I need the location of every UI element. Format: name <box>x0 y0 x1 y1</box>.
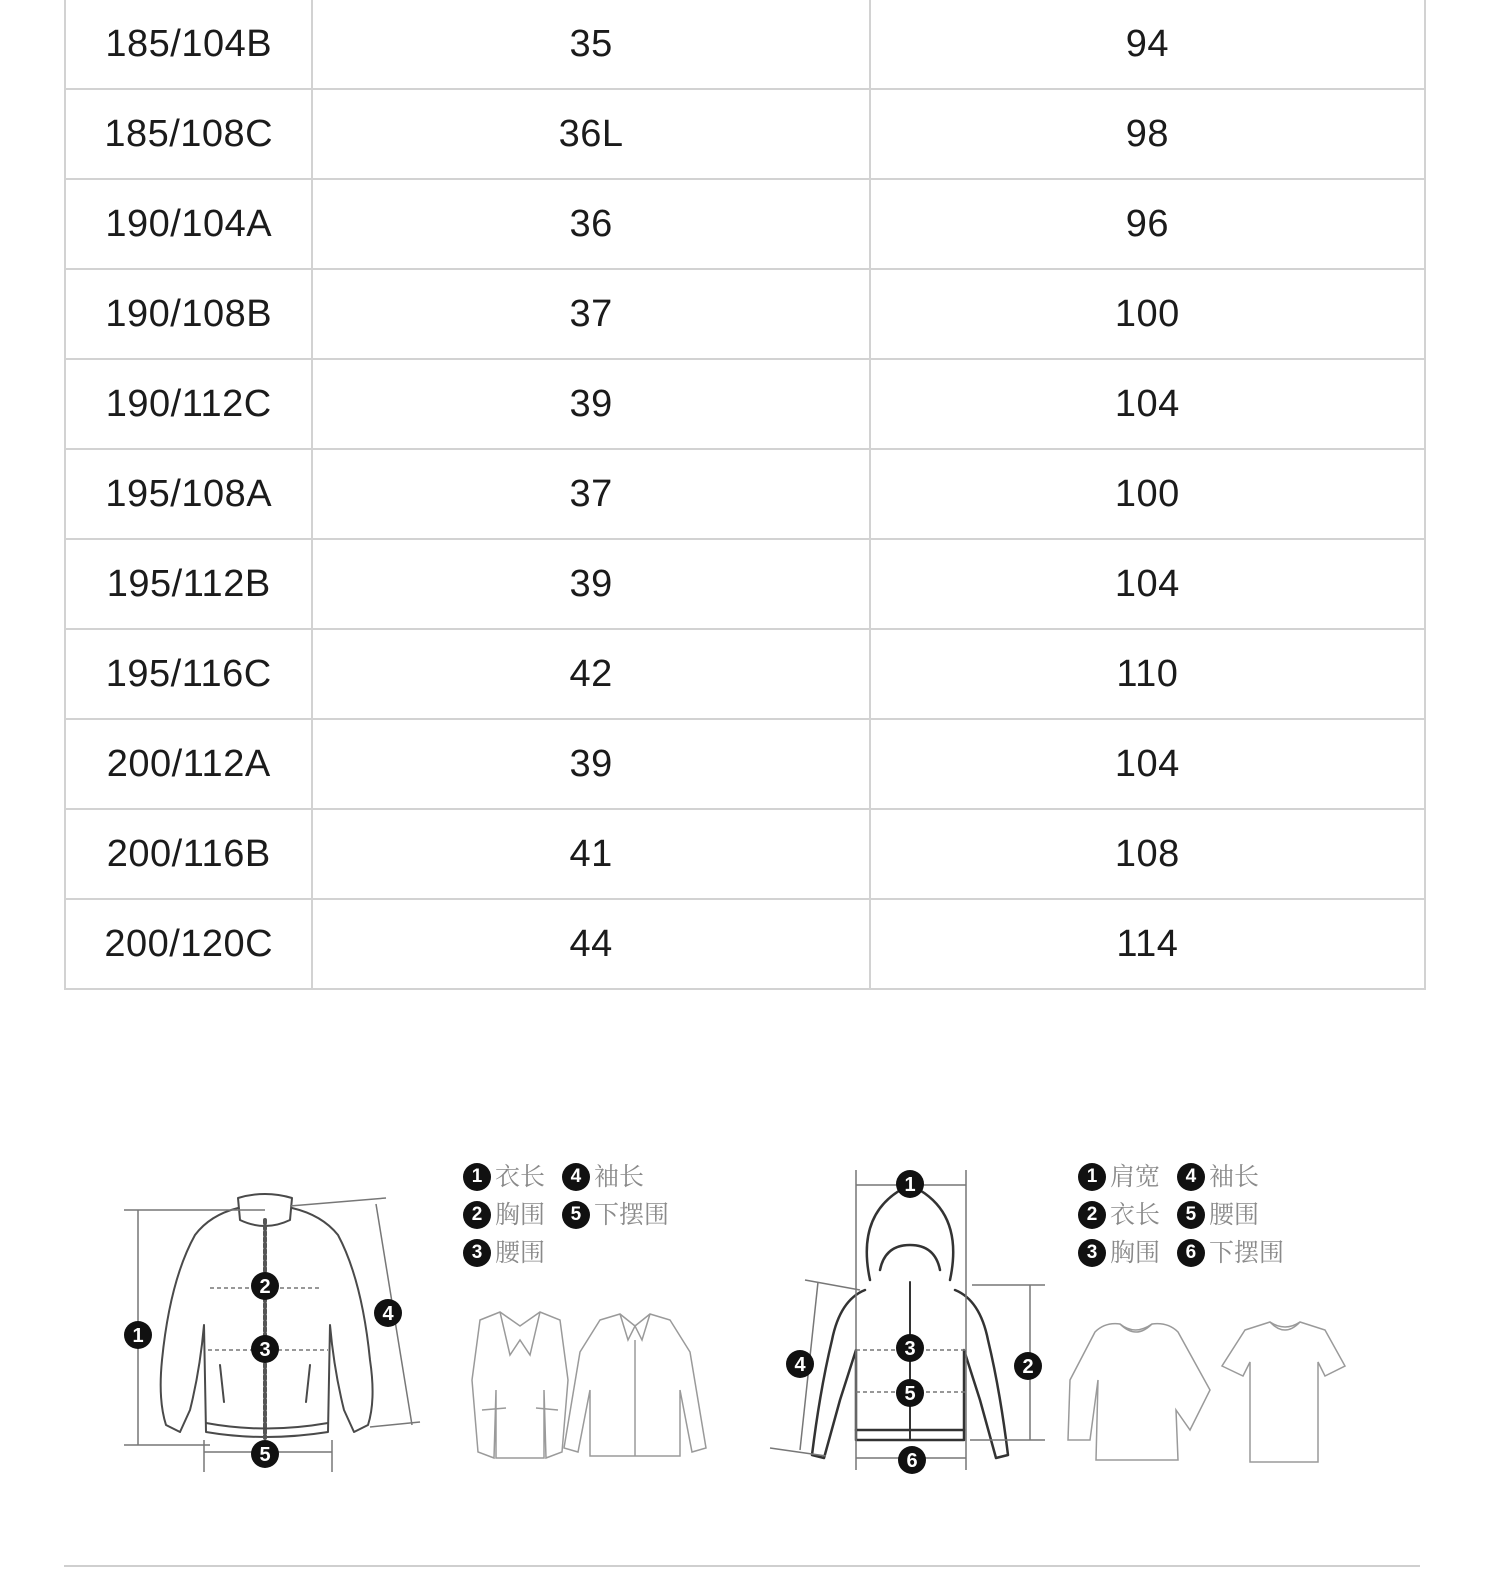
svg-text:1: 1 <box>132 1325 144 1347</box>
table-cell: 104 <box>870 719 1425 809</box>
legend-left <box>463 1155 703 1269</box>
marker-3-icon <box>896 1334 924 1362</box>
number-badge-icon: 6 <box>1177 1239 1205 1267</box>
table-cell: 42 <box>312 629 869 719</box>
marker-4-icon <box>374 1299 402 1327</box>
table-cell: 104 <box>870 539 1425 629</box>
legend-row <box>463 1155 703 1193</box>
table-cell: 37 <box>312 269 869 359</box>
table-cell-size: 195/116C <box>65 629 312 719</box>
table-cell: 100 <box>870 269 1425 359</box>
table-row <box>65 539 1425 629</box>
table-cell: 96 <box>870 179 1425 269</box>
legend-row <box>1078 1193 1318 1231</box>
legend-label: 袖长 <box>1208 1163 1259 1191</box>
size-table <box>64 0 1426 990</box>
legend-label: 肩宽 <box>1110 1163 1161 1191</box>
number-badge-icon: 2 <box>1078 1201 1106 1229</box>
table-cell-size: 190/104A <box>65 179 312 269</box>
svg-text:3: 3 <box>259 1339 271 1361</box>
legend-item <box>1177 1196 1259 1234</box>
shirt-icon <box>564 1314 706 1456</box>
table-row <box>65 809 1425 899</box>
table-row <box>65 0 1425 89</box>
legend-row <box>1078 1231 1318 1269</box>
svg-text:1: 1 <box>904 1174 916 1196</box>
table-cell: 36L <box>312 89 869 179</box>
legend-row <box>463 1193 703 1231</box>
table-cell: 35 <box>312 0 869 89</box>
legend-item <box>1078 1158 1160 1196</box>
table-row <box>65 629 1425 719</box>
marker-3-icon <box>251 1335 279 1363</box>
table-cell-size: 200/116B <box>65 809 312 899</box>
svg-text:6: 6 <box>906 1450 918 1472</box>
number-badge-icon: 1 <box>463 1163 491 1191</box>
legend-item <box>463 1234 545 1272</box>
legend-row <box>1078 1155 1318 1193</box>
table-cell: 39 <box>312 359 869 449</box>
marker-5-icon <box>251 1440 279 1468</box>
table-cell-size: 185/104B <box>65 0 312 89</box>
legend-item <box>1078 1196 1160 1234</box>
table-cell-size: 185/108C <box>65 89 312 179</box>
legend-item <box>463 1196 545 1234</box>
legend-item <box>562 1158 644 1196</box>
number-badge-icon: 2 <box>463 1201 491 1229</box>
table-cell: 114 <box>870 899 1425 989</box>
legend-label: 袖长 <box>593 1163 644 1191</box>
table-cell: 41 <box>312 809 869 899</box>
legend-label: 腰围 <box>495 1239 546 1267</box>
legend-label: 下摆围 <box>1208 1239 1284 1267</box>
table-cell: 39 <box>312 539 869 629</box>
table-row <box>65 449 1425 539</box>
table-cell: 94 <box>870 0 1425 89</box>
table-cell-size: 195/108A <box>65 449 312 539</box>
number-badge-icon: 3 <box>463 1239 491 1267</box>
bottom-divider <box>64 1565 1420 1567</box>
table-cell-size: 190/112C <box>65 359 312 449</box>
table-cell-size: 190/108B <box>65 269 312 359</box>
legend-item <box>562 1196 669 1234</box>
svg-text:2: 2 <box>259 1276 271 1298</box>
number-badge-icon: 4 <box>1177 1163 1205 1191</box>
table-cell: 37 <box>312 449 869 539</box>
svg-text:5: 5 <box>259 1444 271 1466</box>
table-cell: 98 <box>870 89 1425 179</box>
tshirt-icon <box>1222 1322 1345 1462</box>
table-row <box>65 899 1425 989</box>
legend-item <box>463 1158 545 1196</box>
table-cell-size: 200/112A <box>65 719 312 809</box>
svg-text:3: 3 <box>904 1338 916 1360</box>
marker-2-icon <box>1014 1352 1042 1380</box>
number-badge-icon: 5 <box>562 1201 590 1229</box>
legend-label: 胸围 <box>495 1201 546 1229</box>
number-badge-icon: 4 <box>562 1163 590 1191</box>
marker-1-icon <box>124 1321 152 1349</box>
table-cell: 100 <box>870 449 1425 539</box>
suit-jacket-icon <box>472 1312 568 1458</box>
table-row <box>65 89 1425 179</box>
table-cell: 39 <box>312 719 869 809</box>
table-row <box>65 179 1425 269</box>
legend-label: 衣长 <box>1110 1201 1161 1229</box>
number-badge-icon: 1 <box>1078 1163 1106 1191</box>
legend-label: 下摆围 <box>593 1201 669 1229</box>
table-cell-size: 195/112B <box>65 539 312 629</box>
svg-text:5: 5 <box>904 1383 916 1405</box>
table-cell: 36 <box>312 179 869 269</box>
svg-text:2: 2 <box>1022 1356 1034 1378</box>
legend-right <box>1078 1155 1318 1269</box>
table-row <box>65 359 1425 449</box>
table-row <box>65 719 1425 809</box>
legend-row <box>463 1231 703 1269</box>
table-cell: 110 <box>870 629 1425 719</box>
table-cell: 44 <box>312 899 869 989</box>
legend-label: 腰围 <box>1208 1201 1259 1229</box>
size-table-body <box>65 0 1425 989</box>
table-row <box>65 269 1425 359</box>
legend-item <box>1177 1234 1284 1272</box>
table-cell: 104 <box>870 359 1425 449</box>
legend-item <box>1177 1158 1259 1196</box>
svg-text:4: 4 <box>382 1303 394 1325</box>
table-cell-size: 200/120C <box>65 899 312 989</box>
marker-2-icon <box>251 1272 279 1300</box>
marker-6-icon <box>898 1446 926 1474</box>
marker-5-icon <box>896 1379 924 1407</box>
legend-label: 胸围 <box>1110 1239 1161 1267</box>
sweater-icon <box>1068 1324 1210 1460</box>
table-cell: 108 <box>870 809 1425 899</box>
legend-label: 衣长 <box>495 1163 546 1191</box>
marker-4-icon <box>786 1350 814 1378</box>
number-badge-icon: 5 <box>1177 1201 1205 1229</box>
marker-1-icon <box>896 1170 924 1198</box>
legend-item <box>1078 1234 1160 1272</box>
number-badge-icon: 3 <box>1078 1239 1106 1267</box>
svg-text:4: 4 <box>794 1354 806 1376</box>
